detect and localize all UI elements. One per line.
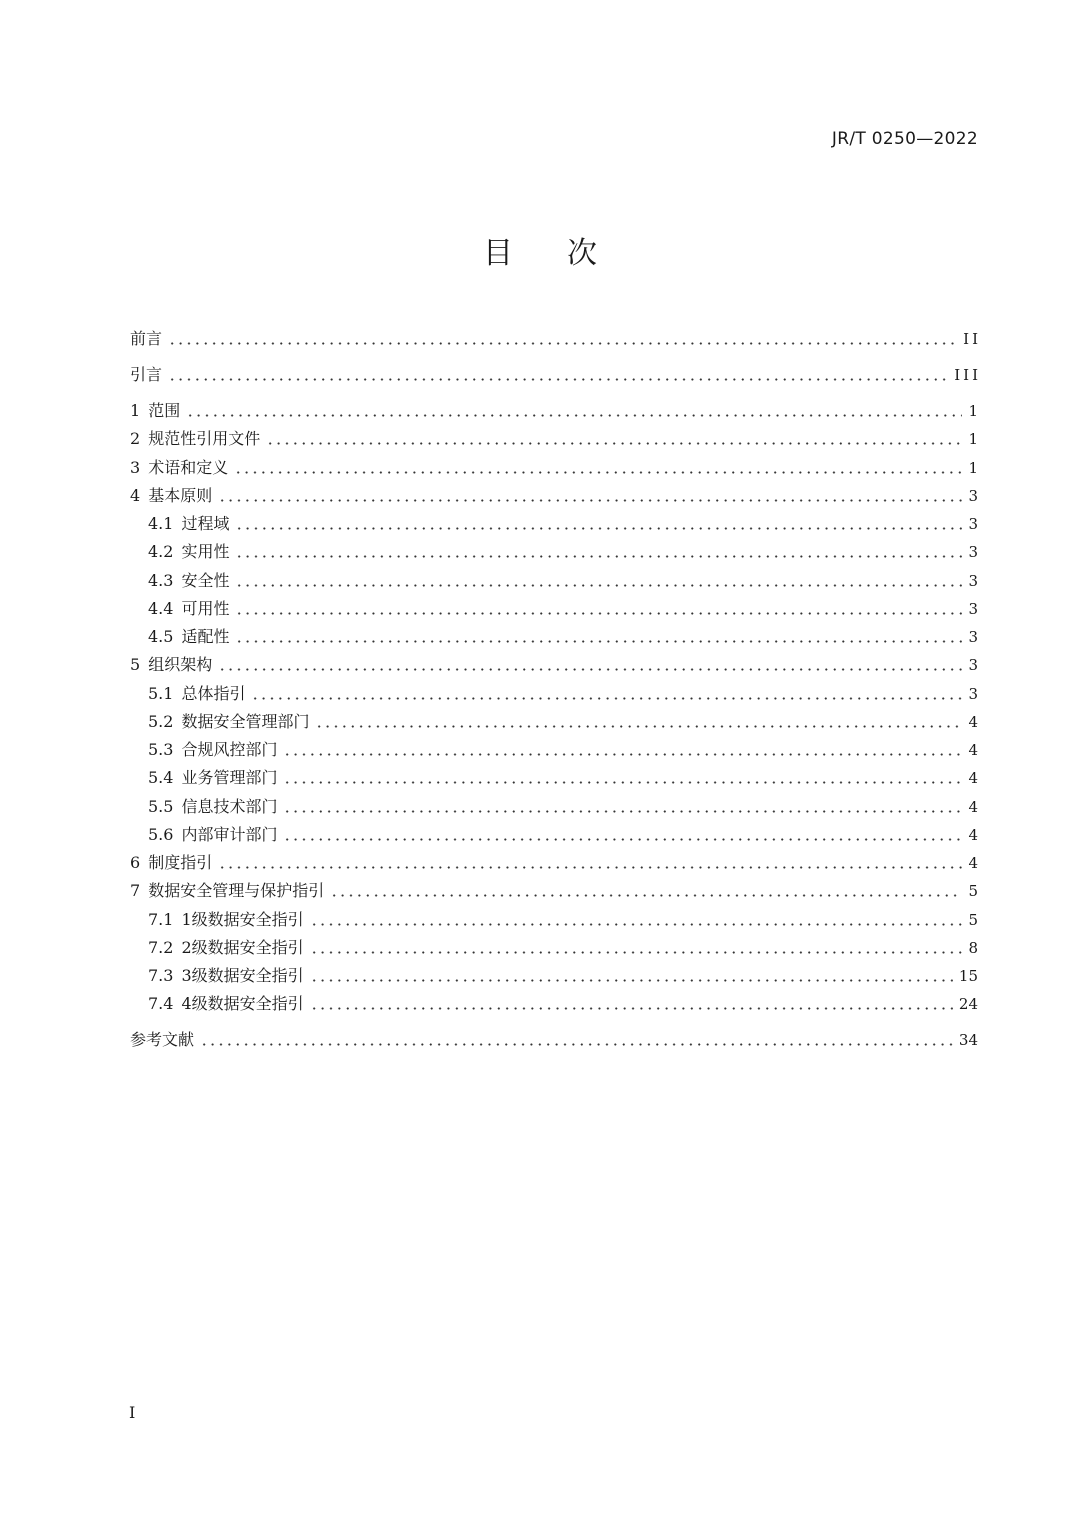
toc-entry-page: 3: [968, 656, 978, 675]
toc-entry-title: 2级数据安全指引: [181, 937, 304, 957]
toc-entry[interactable]: [148, 764, 978, 788]
toc-dot-leader: [283, 838, 962, 841]
toc-entry-number: 6: [130, 853, 141, 872]
toc-entry-number: 5: [130, 655, 141, 675]
toc-entry-page: 3: [968, 684, 978, 703]
toc-entry-title: 内部审计部门: [181, 824, 278, 844]
toc-entry-page: 4: [968, 825, 978, 844]
toc-dot-leader: [283, 781, 962, 784]
toc-dot-leader: [310, 979, 953, 982]
document-code: JR/T 0250—2022: [831, 129, 978, 149]
toc-entry-page: 1: [968, 402, 978, 420]
toc-dot-leader: [168, 342, 957, 345]
toc-entry[interactable]: [148, 821, 978, 845]
toc-entry-number: 7: [130, 881, 141, 901]
toc-entry[interactable]: [148, 934, 978, 958]
toc-entry-number: 7.1: [148, 909, 174, 929]
toc-entry-number: 2: [130, 429, 141, 449]
toc-entry-title: 基本原则: [148, 485, 213, 505]
toc-dot-leader: [330, 894, 962, 897]
toc-dot-leader: [315, 725, 962, 728]
toc-dot-leader: [186, 414, 962, 417]
toc-dot-leader: [235, 584, 962, 587]
toc-entry-page: 3: [968, 486, 978, 505]
page-title: 目次: [483, 236, 651, 271]
toc-dot-leader: [234, 471, 962, 474]
toc-entry-number: 1: [130, 401, 141, 420]
toc-entry-page: 3: [968, 628, 978, 646]
toc-dot-leader: [235, 640, 962, 643]
toc-entry[interactable]: [130, 651, 978, 675]
toc-entry[interactable]: [130, 454, 978, 478]
toc-entry-page: 1: [968, 430, 978, 449]
toc-entry-page: III: [954, 366, 981, 384]
toc-entry-number: 5.4: [148, 768, 174, 788]
toc-dot-leader: [218, 668, 962, 671]
toc-entry-title: 可用性: [181, 598, 230, 618]
toc-entry-number: 5.3: [148, 740, 174, 759]
toc-entry-page: 4: [968, 854, 978, 872]
toc-entry-title: 组织架构: [148, 655, 213, 675]
toc-entry-title: 术语和定义: [148, 457, 229, 477]
toc-entry-number: 4.1: [148, 514, 174, 533]
toc-dot-leader: [310, 1007, 953, 1010]
toc-entry[interactable]: [148, 567, 978, 591]
toc-entry-number: 4.5: [148, 627, 174, 646]
toc-dot-leader: [218, 499, 962, 502]
toc-entry[interactable]: [148, 990, 978, 1014]
toc-dot-leader: [235, 527, 962, 530]
toc-entry-title: 适配性: [181, 627, 230, 646]
toc-entry[interactable]: [130, 361, 981, 385]
toc-dot-leader: [251, 697, 962, 700]
toc-entry[interactable]: [130, 849, 978, 873]
toc-entry-title: 前言: [130, 329, 163, 348]
toc-entry-number: 5.5: [148, 796, 174, 816]
toc-entry-number: 4.3: [148, 570, 174, 590]
toc-entry-number: 7.4: [148, 994, 174, 1014]
toc-dot-leader: [310, 951, 963, 954]
toc-entry-page: II: [963, 330, 981, 348]
toc-entry-page: 5: [968, 910, 978, 929]
toc-entry-page: 4: [968, 797, 978, 816]
toc-entry[interactable]: [130, 1026, 978, 1050]
toc-entry-title: 过程域: [181, 514, 230, 533]
toc-entry-title: 信息技术部门: [181, 796, 278, 816]
toc-dot-leader: [235, 612, 962, 615]
toc-entry-number: 5.6: [148, 824, 174, 844]
toc-entry-page: 4: [968, 769, 978, 788]
toc-entry[interactable]: [148, 906, 978, 930]
toc-entry-number: 4.4: [148, 598, 174, 618]
toc-entry-title: 1级数据安全指引: [181, 909, 304, 929]
toc-entry[interactable]: [148, 708, 978, 732]
toc-dot-leader: [235, 555, 962, 558]
toc-entry-page: 1: [968, 458, 978, 477]
toc-entry-page: 3: [968, 543, 978, 562]
toc-entry-number: 5.2: [148, 711, 174, 731]
toc-entry-page: 34: [958, 1031, 978, 1050]
toc-entry-title: 安全性: [181, 570, 230, 590]
toc-entry[interactable]: [130, 425, 978, 449]
toc-entry-number: 3: [130, 457, 141, 477]
toc-entry-page: 15: [958, 967, 978, 985]
toc-entry[interactable]: [148, 680, 978, 704]
toc-entry[interactable]: [130, 325, 981, 349]
toc-entry-number: 4: [130, 485, 141, 505]
toc-entry[interactable]: [148, 793, 978, 817]
toc-entry-number: 7.3: [148, 966, 174, 985]
toc-entry[interactable]: [148, 538, 978, 562]
toc-dot-leader: [200, 1043, 953, 1046]
toc-dot-leader: [218, 866, 962, 869]
toc-entry-title: 范围: [148, 401, 181, 420]
toc-entry-title: 规范性引用文件: [148, 429, 261, 449]
toc-entry-page: 5: [968, 882, 978, 901]
toc-entry-title: 合规风控部门: [181, 740, 278, 759]
toc-entry-title: 参考文献: [130, 1030, 195, 1050]
toc-entry-page: 4: [968, 741, 978, 759]
toc-entry-title: 数据安全管理与保护指引: [148, 881, 325, 901]
toc-entry-title: 数据安全管理部门: [181, 711, 310, 731]
page-number: I: [129, 1403, 136, 1422]
toc-entry-page: 4: [968, 712, 978, 731]
toc-dot-leader: [283, 753, 962, 756]
toc-entry[interactable]: [148, 595, 978, 619]
toc-entry[interactable]: [148, 623, 978, 647]
toc-entry-title: 4级数据安全指引: [181, 994, 304, 1014]
toc-entry[interactable]: [148, 736, 978, 760]
toc-entry-title: 引言: [130, 365, 163, 384]
toc-entry-number: 4.2: [148, 542, 174, 562]
toc-entry-page: 24: [958, 995, 978, 1014]
toc-entry-title: 业务管理部门: [181, 768, 278, 788]
toc-entry-page: 8: [968, 938, 978, 957]
toc-entry-title: 总体指引: [181, 683, 246, 703]
toc-entry-title: 实用性: [181, 542, 230, 562]
toc-entry[interactable]: [148, 510, 978, 534]
toc-dot-leader: [168, 378, 948, 381]
toc-entry-page: 3: [968, 571, 978, 590]
toc-entry-number: 5.1: [148, 683, 174, 703]
toc-entry-page: 3: [968, 599, 978, 618]
table-of-contents: [130, 0, 981, 1100]
toc-entry[interactable]: [130, 397, 978, 421]
toc-dot-leader: [266, 442, 962, 445]
toc-dot-leader: [310, 923, 963, 926]
toc-entry[interactable]: [148, 962, 978, 986]
toc-entry-number: 7.2: [148, 937, 174, 957]
toc-entry-title: 制度指引: [148, 853, 213, 872]
toc-entry-title: 3级数据安全指引: [181, 966, 304, 985]
toc-entry[interactable]: [130, 482, 978, 506]
toc-entry[interactable]: [130, 877, 978, 901]
toc-dot-leader: [283, 810, 962, 813]
toc-entry-page: 3: [968, 515, 978, 533]
